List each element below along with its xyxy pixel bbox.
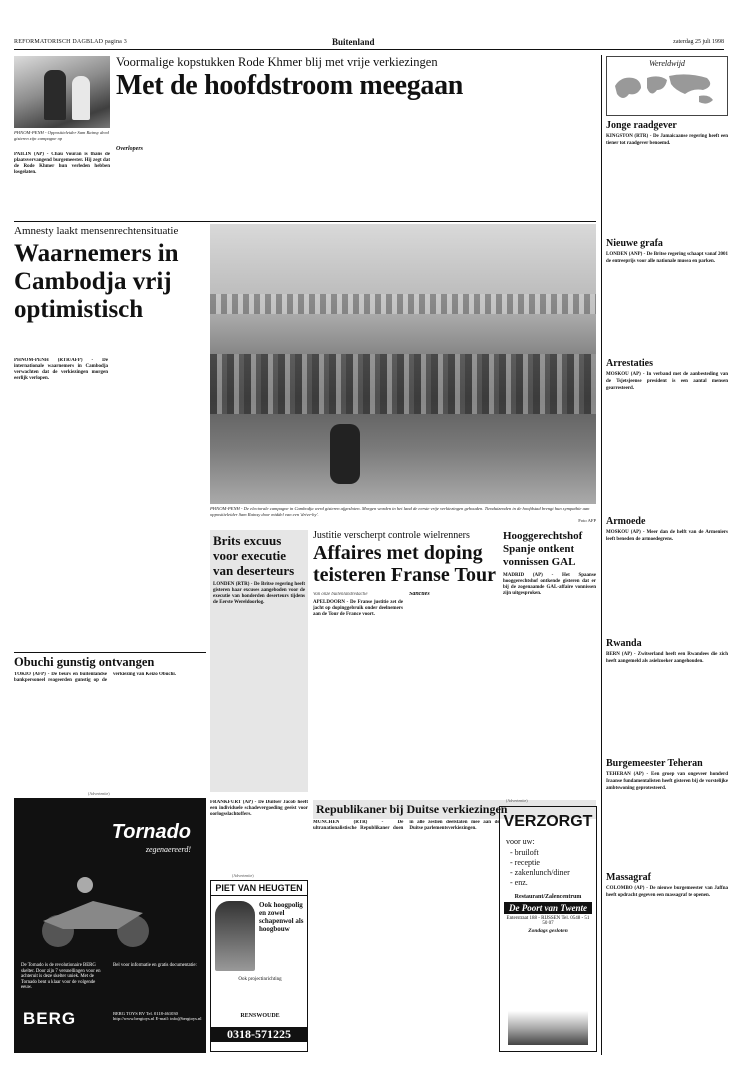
lead-photo — [14, 56, 110, 128]
list-item: - bruiloft — [510, 848, 539, 857]
section-rule — [14, 221, 596, 222]
brief-4: Armoede MOSKOU (AP) - Meer dan de helft van de Armeniers leeft beneden de armoedegrens. — [606, 516, 728, 542]
campaign-photo-caption: PHNOM-PENH - De electorale campagne in Cambodja werd gisteren afgesloten. Morgen worden in het land de eerste vrije verkiezingen gehouden. Tienduizenden in de hoofdstad brengt hun sympathie aan oppositieleider Sam Rainsy door middel van een 'drive-by'. Foto AFP — [210, 506, 596, 524]
frankfurt-block: FRANKFURT (AP) - De Duitser Jacob heeft een individuele schadevergoeding geeist voor oorlogsslachtoffers. — [210, 800, 308, 817]
brief-5: Rwanda BERN (AP) - Zwitserland heeft een Rwandees die zich heeft aangemeld als asielzoeker aangehouden. — [606, 638, 728, 664]
verzorgt-title: VERZORGT — [503, 813, 593, 830]
verzorgt-ad — [499, 806, 597, 1052]
verzorgt-address: Enterstraat 188 - RIJSSEN Tel. 0548 - 51 50 07 — [506, 916, 590, 926]
brief-6: Burgemeester Teheran TEHERAN (AP) - Een groep van ongeveer honderd Iraanse fundamentalisten heeft gisteren bij de vorstelijke ambtswoning geprotesteerd. — [606, 758, 728, 791]
go-kart-icon — [23, 861, 173, 961]
lead-photo-caption: PHNOM-PENH - Oppositieleider Sam Rainsy deed gisteren zijn campagne op — [14, 130, 109, 141]
sidebar-divider — [601, 55, 602, 1055]
hooggerechtshof-headline: Hooggerechtshof Spanje ontkent vonnissen GAL — [503, 530, 583, 568]
world-map-icon — [607, 68, 727, 110]
verzorgt-name: De Poort van Twente — [504, 902, 592, 914]
amnesty-body-1: PHNOM-PENH (RTR/AFP) - De internationale waarnemers in Cambodja verwachten dat de verkiezingen morgen eerlijk verlopen. — [14, 358, 108, 381]
portrait-image — [215, 901, 255, 971]
affaires-body: Van onze buitenlandredactie APELDOORN - De Franse justitie zet de jacht op dopinggebruik onder deelnemers aan de Tour de France voort. Sancties — [313, 592, 430, 617]
campaign-photo — [210, 224, 596, 504]
lead-kicker: Voormalige kopstukken Rode Khmer blij met vrije verkiezingen — [116, 55, 438, 69]
tornado-contact: BERG TOYS BV Tel. 0118-461030 http://www.bergtoys.nl E-mail: info@bergtoys.nl — [113, 1011, 202, 1022]
verzorgt-note: Zondags gesloten — [528, 928, 568, 934]
verzorgt-intro: voor uw: — [506, 837, 535, 846]
wereldwijd-title: Wereldwijd — [649, 59, 685, 68]
brief-1: Jonge raadgever KINGSTON (RTR) - De Jamaicaanse regering heeft een tiener tot raadgever benoemd. — [606, 120, 728, 146]
tornado-tagline: zegenaereerd! — [145, 845, 191, 854]
affaires-headline: Affaires met doping teisteren Franse Tour — [313, 542, 496, 586]
list-item: - zakenlunch/diner — [510, 868, 570, 877]
wereldwijd-column — [606, 120, 728, 1060]
masthead-left: REFORMATORISCH DAGBLAD pagina 3 — [14, 39, 127, 45]
section-rule — [14, 652, 206, 653]
list-item: - enz. — [510, 878, 528, 887]
affaires-kicker: Justitie verscherpt controle wielrenners — [313, 530, 470, 541]
republikaner-headline: Republikaner bij Duitse verkiezingen — [313, 800, 596, 819]
advert-label: (Advertentie) — [232, 873, 254, 878]
tornado-ad — [14, 798, 206, 1053]
amnesty-body-2 — [112, 358, 206, 648]
amnesty-kicker: Amnesty laakt mensenrechtensituatie — [14, 225, 179, 237]
lead-body: Overlopers — [116, 146, 143, 152]
masthead — [14, 38, 724, 50]
pvh-name: PIET VAN HEUGTEN — [211, 881, 307, 896]
advert-label: (Advertentie) — [506, 798, 528, 803]
amnesty-headline: Waarnemers in Cambodja vrij optimistisch — [14, 240, 179, 323]
verzorgt-list — [510, 848, 596, 888]
advert-label: (Advertentie) — [88, 791, 110, 796]
obuchi-headline: Obuchi gunstig ontvangen — [14, 655, 155, 669]
berg-logo: BERG — [23, 1009, 77, 1028]
brits-block: Brits excuus voor executie van deserteurs LONDEN (RTR) - De Britse regering heeft gisteren haar excuses aangeboden voor de executie van honderden deserteurs tijdens de Eerste Wereldoorlog. — [210, 530, 308, 792]
brief-3: Arrestaties MOSKOU (AP) - In verband met de aanbesteding van de Tsjetsjeense president is een aantal mensen gearresteerd. — [606, 358, 728, 391]
pvh-tagline2: Ook projectinrichting — [238, 977, 282, 982]
republikaner-body: MUNCHEN (RTR) - De ultranationalistische Republikaner doen in alle zestien deelstaten mee aan de Duitse parlementsverkiezingen. — [313, 820, 500, 831]
lead-headline: Met de hoofdstroom meegaan — [116, 70, 464, 101]
photo-credit: Foto AFP — [578, 518, 596, 524]
brief-7: Massagraf COLOMBO (AP) - De nieuwe burgemeester van Jaffna heeft opdracht gegeven een massagraf te openen. — [606, 872, 728, 898]
pvh-tagline: Ook hoogpolig en zowel schapenwol als hoogbouw — [259, 901, 304, 933]
verzorgt-footer: Restaurant/Zalencentrum — [514, 894, 582, 900]
brits-headline: Brits excuus voor executie van deserteurs — [213, 533, 295, 578]
pietvanheugten-ad — [210, 880, 308, 1052]
tornado-left-text: De Tornado is de revolutionaire BERG skelter. Door zijn 7 versnellingen voor en achteruit is deze skelter uniek. Met de Tornado bent u klaar voor de volgende eeuw. — [21, 963, 101, 991]
wereldwijd-header — [606, 56, 728, 116]
section-title: Buitenland — [332, 38, 375, 47]
list-item: - receptie — [510, 858, 540, 867]
tornado-title: Tornado — [111, 821, 191, 843]
hooggerechtshof-block: Hooggerechtshof Spanje ontkent vonnissen GAL MADRID (AP) - Het Spaanse hooggerechtshof ontkende gisteren dat er bij de zogenaamde GAL-affaire vonnissen zijn uitgesproken. — [503, 530, 596, 596]
masthead-date: zaterdag 25 juli 1998 — [673, 39, 724, 45]
pvh-city: RENSWOUDE — [240, 1013, 280, 1019]
obuchi-body: TOKIO (AFP) - De beurs en buitenlandse bankpersoneel reageerden gunstig op de verkiezing van Keizo Obuchi. — [14, 672, 177, 683]
tornado-right-text: Bel voor informatie en gratis documentatie: — [113, 963, 197, 968]
lead-dateline: PAILIN (AP) - Chau Vouran is thans de plaatsvervangend burgemeester. Hij zegt dat de Rode Khmer hun verleden hebben losgelaten. — [14, 152, 110, 175]
pvh-phone: 0318-571225 — [211, 1027, 307, 1042]
brief-2: Nieuwe grafa LONDEN (ANP) - De Britse regering schaapt vanaf 2001 de entreeprijs voor alle nationale musea en parken. — [606, 238, 728, 264]
restaurant-image — [508, 1011, 588, 1045]
